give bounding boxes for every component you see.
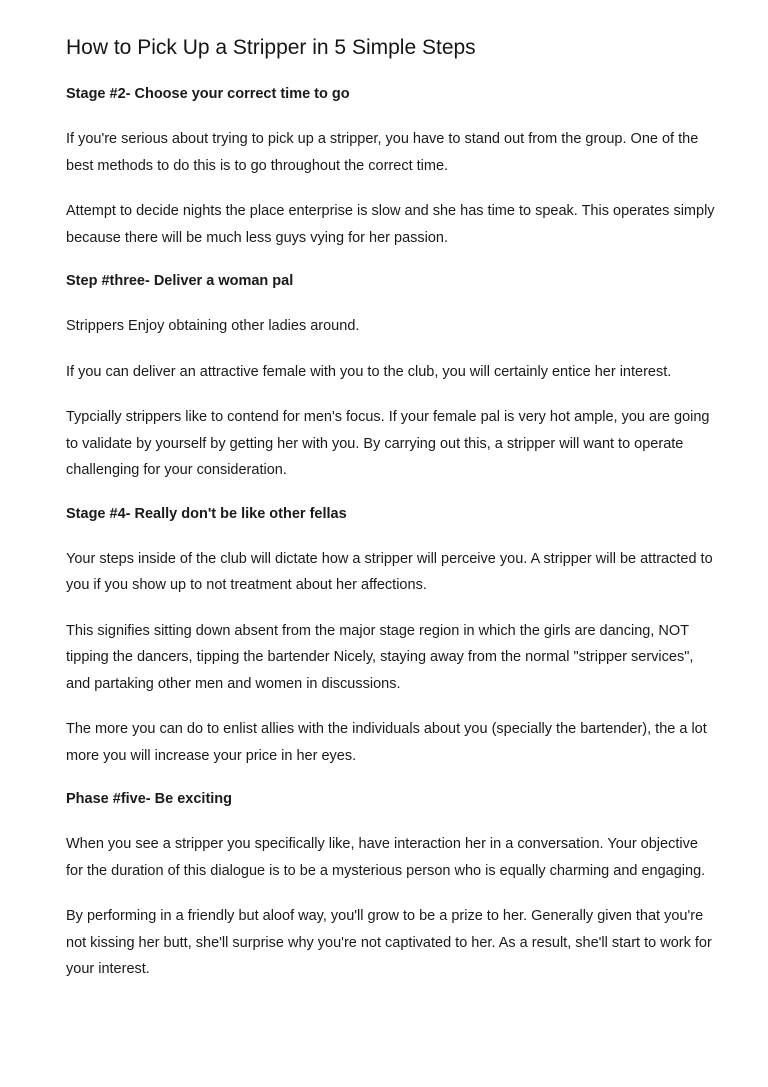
section-heading: Phase #five- Be exciting [66, 791, 233, 807]
document-content [66, 33, 716, 1002]
paragraph: If you can deliver an attractive female with you to the club, you will certainly entice her interest. [66, 363, 672, 380]
section-heading: Stage #2- Choose your correct time to go [66, 86, 350, 102]
paragraph: This signifies sitting down absent from the major stage region in which the girls are dancing, NOT tipping the dancers, tipping the bartender Nicely, staying away from the normal "stripper services", and partaking other men and women in discussions. [66, 622, 694, 692]
paragraph: If you're serious about trying to pick up a stripper, you have to stand out from the group. One of the best methods to do this is to go throughout the correct time. [66, 131, 699, 174]
paragraph: Attempt to decide nights the place enterprise is slow and she has time to speak. This operates simply because there will be much less guys vying for her passion. [66, 203, 715, 246]
section-heading: Step #three- Deliver a woman pal [66, 273, 294, 289]
paragraph: Typcially strippers like to contend for men's focus. If your female pal is very hot ample, you are going to validate by yourself by getting her with you. By carrying out this, a stripper will want to operate challenging for your consideration. [66, 409, 710, 478]
paragraph: Your steps inside of the club will dictate how a stripper will perceive you. A stripper will be attracted to you if you show up to not treatment about her affections. [66, 550, 713, 593]
document-title: How to Pick Up a Stripper in 5 Simple Steps [66, 36, 476, 59]
paragraph: Strippers Enjoy obtaining other ladies around. [66, 318, 360, 334]
section-heading: Stage #4- Really don't be like other fellas [66, 505, 347, 522]
paragraph: The more you can do to enlist allies with the individuals about you (specially the bartender), the a lot more you will increase your price in her eyes. [66, 721, 707, 764]
paragraph: By performing in a friendly but aloof way, you'll grow to be a prize to her. Generally given that you're not kissing her butt, she'll surprise why you're not captivated to her. As a result, she'll start to work for your interest. [66, 908, 712, 977]
paragraph: When you see a stripper you specifically like, have interaction her in a conversation. Your objective for the duration of this dialogue is to be a mysterious person who is equally charming and engaging. [66, 836, 706, 879]
